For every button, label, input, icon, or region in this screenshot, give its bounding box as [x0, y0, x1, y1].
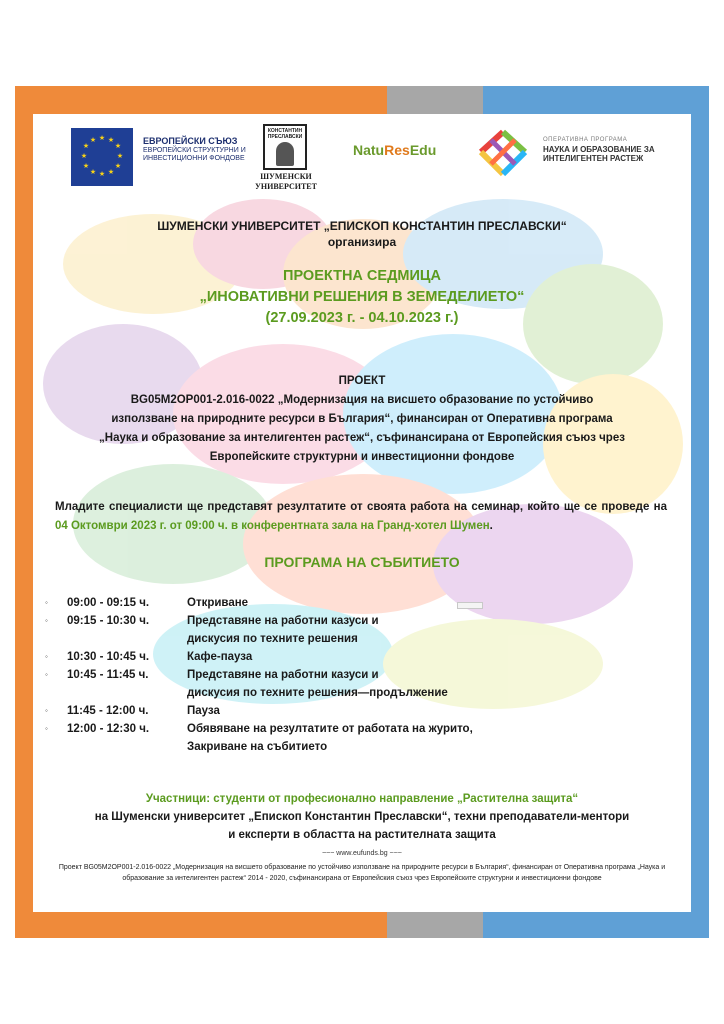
op-logo-mark-icon	[473, 122, 533, 182]
seminar-text-end: .	[489, 520, 493, 532]
seminar-date-venue: 04 Октомври 2023 г. от 09:00 ч. в конферентната зала на Гранд-хотел Шумен	[55, 520, 490, 532]
participants-line2: на Шуменски университет „Епископ Константин Преславски“, техни преподаватели-ментори	[94, 811, 630, 823]
agenda-desc	[187, 648, 627, 666]
svg-text:★: ★	[98, 134, 106, 142]
agenda-desc	[187, 702, 627, 720]
svg-text:★: ★	[82, 142, 90, 150]
agenda-desc-line1: Представяне на работни казуси и	[187, 615, 379, 627]
university-name-line2: УНИВЕРСИТЕТ	[255, 182, 317, 191]
event-title-block	[33, 266, 691, 329]
svg-text:★: ★	[116, 152, 124, 160]
op-logo-line2: ИНТЕЛИГЕНТЕН РАСТЕЖ	[543, 154, 644, 163]
frame-top-blue	[483, 86, 709, 114]
project-heading: ПРОЕКТ	[338, 375, 386, 387]
agenda-time: 09:15 - 10:30 ч.	[67, 615, 150, 627]
project-line3: „Наука и образование за интелигентен растеж“, съфинансирана от Европейския съюз чрез	[99, 432, 625, 444]
svg-text:★: ★	[114, 142, 122, 150]
project-line2: използване на природните ресурси в България“, финансиран от Оперативна програма	[111, 413, 613, 425]
footer-url: ~~~ www.eufunds.bg ~~~	[322, 850, 402, 857]
frame-top-orange	[15, 86, 387, 114]
agenda-desc-line1: Представяне на работни казуси и	[187, 669, 379, 681]
agenda-desc-line1: Кафе-пауза	[187, 651, 253, 663]
svg-text:★: ★	[89, 136, 97, 144]
svg-text:★: ★	[82, 162, 90, 170]
university-name-line1: ШУМЕНСКИ	[260, 172, 312, 181]
bullet-icon: ◦	[45, 670, 48, 679]
eu-flag-icon	[71, 128, 133, 186]
frame-bottom-blue	[483, 912, 709, 938]
svg-text:★: ★	[114, 162, 122, 170]
svg-text:★: ★	[107, 136, 115, 144]
agenda-desc	[187, 612, 627, 648]
agenda-desc	[187, 594, 627, 612]
bullet-icon: ◦	[45, 616, 48, 625]
program-title: ПРОГРАМА НА СЪБИТИЕТО	[264, 554, 460, 570]
svg-text:★: ★	[107, 168, 115, 176]
bullet-icon: ◦	[45, 652, 48, 661]
participants-line3: и експерти в областта на растителната защита	[228, 829, 496, 841]
naturesedu-logo	[353, 142, 436, 158]
project-block	[33, 372, 691, 467]
agenda-time: 12:00 - 12:30 ч.	[67, 723, 150, 735]
op-logo-small: ОПЕРАТИВНА ПРОГРАМА	[543, 137, 628, 143]
agenda-time: 10:30 - 10:45 ч.	[67, 651, 150, 663]
agenda-desc-line1: Пауза	[187, 705, 220, 717]
op-logo-line1: НАУКА И ОБРАЗОВАНИЕ ЗА	[543, 145, 655, 154]
project-line1: BG05M2OP001-2.016-0022 „Модернизация на висшето образование по устойчиво	[130, 394, 594, 406]
footer-note: Проект BG05M2OP001-2.016-0022 „Модернизация на висшето образование по устойчиво използване на природните ресурси в България“, финансиран от Оперативна програма „Наука и образование за интелигентен растеж“ 2014 - 2020, съфинансирана от Европейския съюз чрез Европейските структурни и инвестиционни фондове	[58, 864, 666, 882]
poster-sheet	[33, 114, 691, 912]
agenda-desc-line1: Откриване	[187, 597, 249, 609]
svg-text:★: ★	[98, 170, 106, 178]
svg-text:★: ★	[89, 168, 97, 176]
agenda-time: 09:00 - 09:15 ч.	[67, 597, 150, 609]
seminar-text-start: Младите специалисти ще представят резултатите от своята работа на семинар, който ще се проведе на	[55, 501, 667, 513]
university-logo	[255, 124, 319, 194]
agenda-desc-line1: Обявяване на резултатите от работата на журито,	[187, 723, 473, 735]
participants-line1: Участници: студенти от професионално направление „Растителна защита“	[145, 793, 579, 805]
frame-right-blue	[691, 114, 709, 936]
eu-logo-title: ЕВРОПЕЙСКИ СЪЮЗ	[143, 136, 238, 146]
bullet-icon: ◦	[45, 598, 48, 607]
project-line4: Европейските структурни и инвестиционни фондове	[209, 451, 515, 463]
seminar-paragraph	[55, 498, 667, 536]
agenda-desc	[187, 720, 627, 756]
event-title-line2: „ИНОВАТИВНИ РЕШЕНИЯ В ЗЕМЕДЕЛИЕТО“	[199, 289, 525, 305]
logo-part-natu: Natu	[353, 142, 385, 158]
university-seal-icon	[263, 124, 307, 170]
participants-block	[33, 790, 691, 844]
frame-bottom-orange	[15, 912, 387, 938]
agenda-desc-line2: дискусия по техните решения—продължение	[187, 687, 448, 699]
op-logo-text	[543, 136, 683, 163]
bullet-icon: ◦	[45, 706, 48, 715]
event-dates: (27.09.2023 г. - 04.10.2023 г.)	[265, 310, 459, 326]
agenda-desc-line2: Закриване на събитието	[187, 741, 328, 753]
svg-text:★: ★	[80, 152, 88, 160]
agenda-time: 10:45 - 11:45 ч.	[67, 669, 149, 681]
university-seal-text: КОНСТАНТИН ПРЕСЛАВСКИ	[267, 128, 303, 140]
frame-left-orange	[15, 114, 33, 936]
organizer-verb: организира	[327, 235, 397, 249]
agenda-desc-line2: дискусия по техните решения	[187, 633, 358, 645]
agenda-desc	[187, 666, 627, 702]
eu-logo-subtitle: ЕВРОПЕЙСКИ СТРУКТУРНИ И ИНВЕСТИЦИОННИ ФОНДОВЕ	[143, 147, 246, 162]
organizer-block	[33, 218, 691, 250]
bullet-icon: ◦	[45, 724, 48, 733]
frame-top-grey	[387, 86, 483, 114]
logo-part-edu: Edu	[409, 142, 437, 158]
event-title-line1: ПРОЕКТНА СЕДМИЦА	[283, 268, 441, 284]
agenda-time: 11:45 - 12:00 ч.	[67, 705, 149, 717]
frame-bottom-grey	[387, 912, 483, 938]
logo-part-res: Res	[384, 142, 410, 158]
eu-logo-text	[143, 136, 253, 163]
organizer-name: ШУМЕНСКИ УНИВЕРСИТЕТ „ЕПИСКОП КОНСТАНТИН ПРЕСЛАВСКИ“	[157, 219, 567, 233]
